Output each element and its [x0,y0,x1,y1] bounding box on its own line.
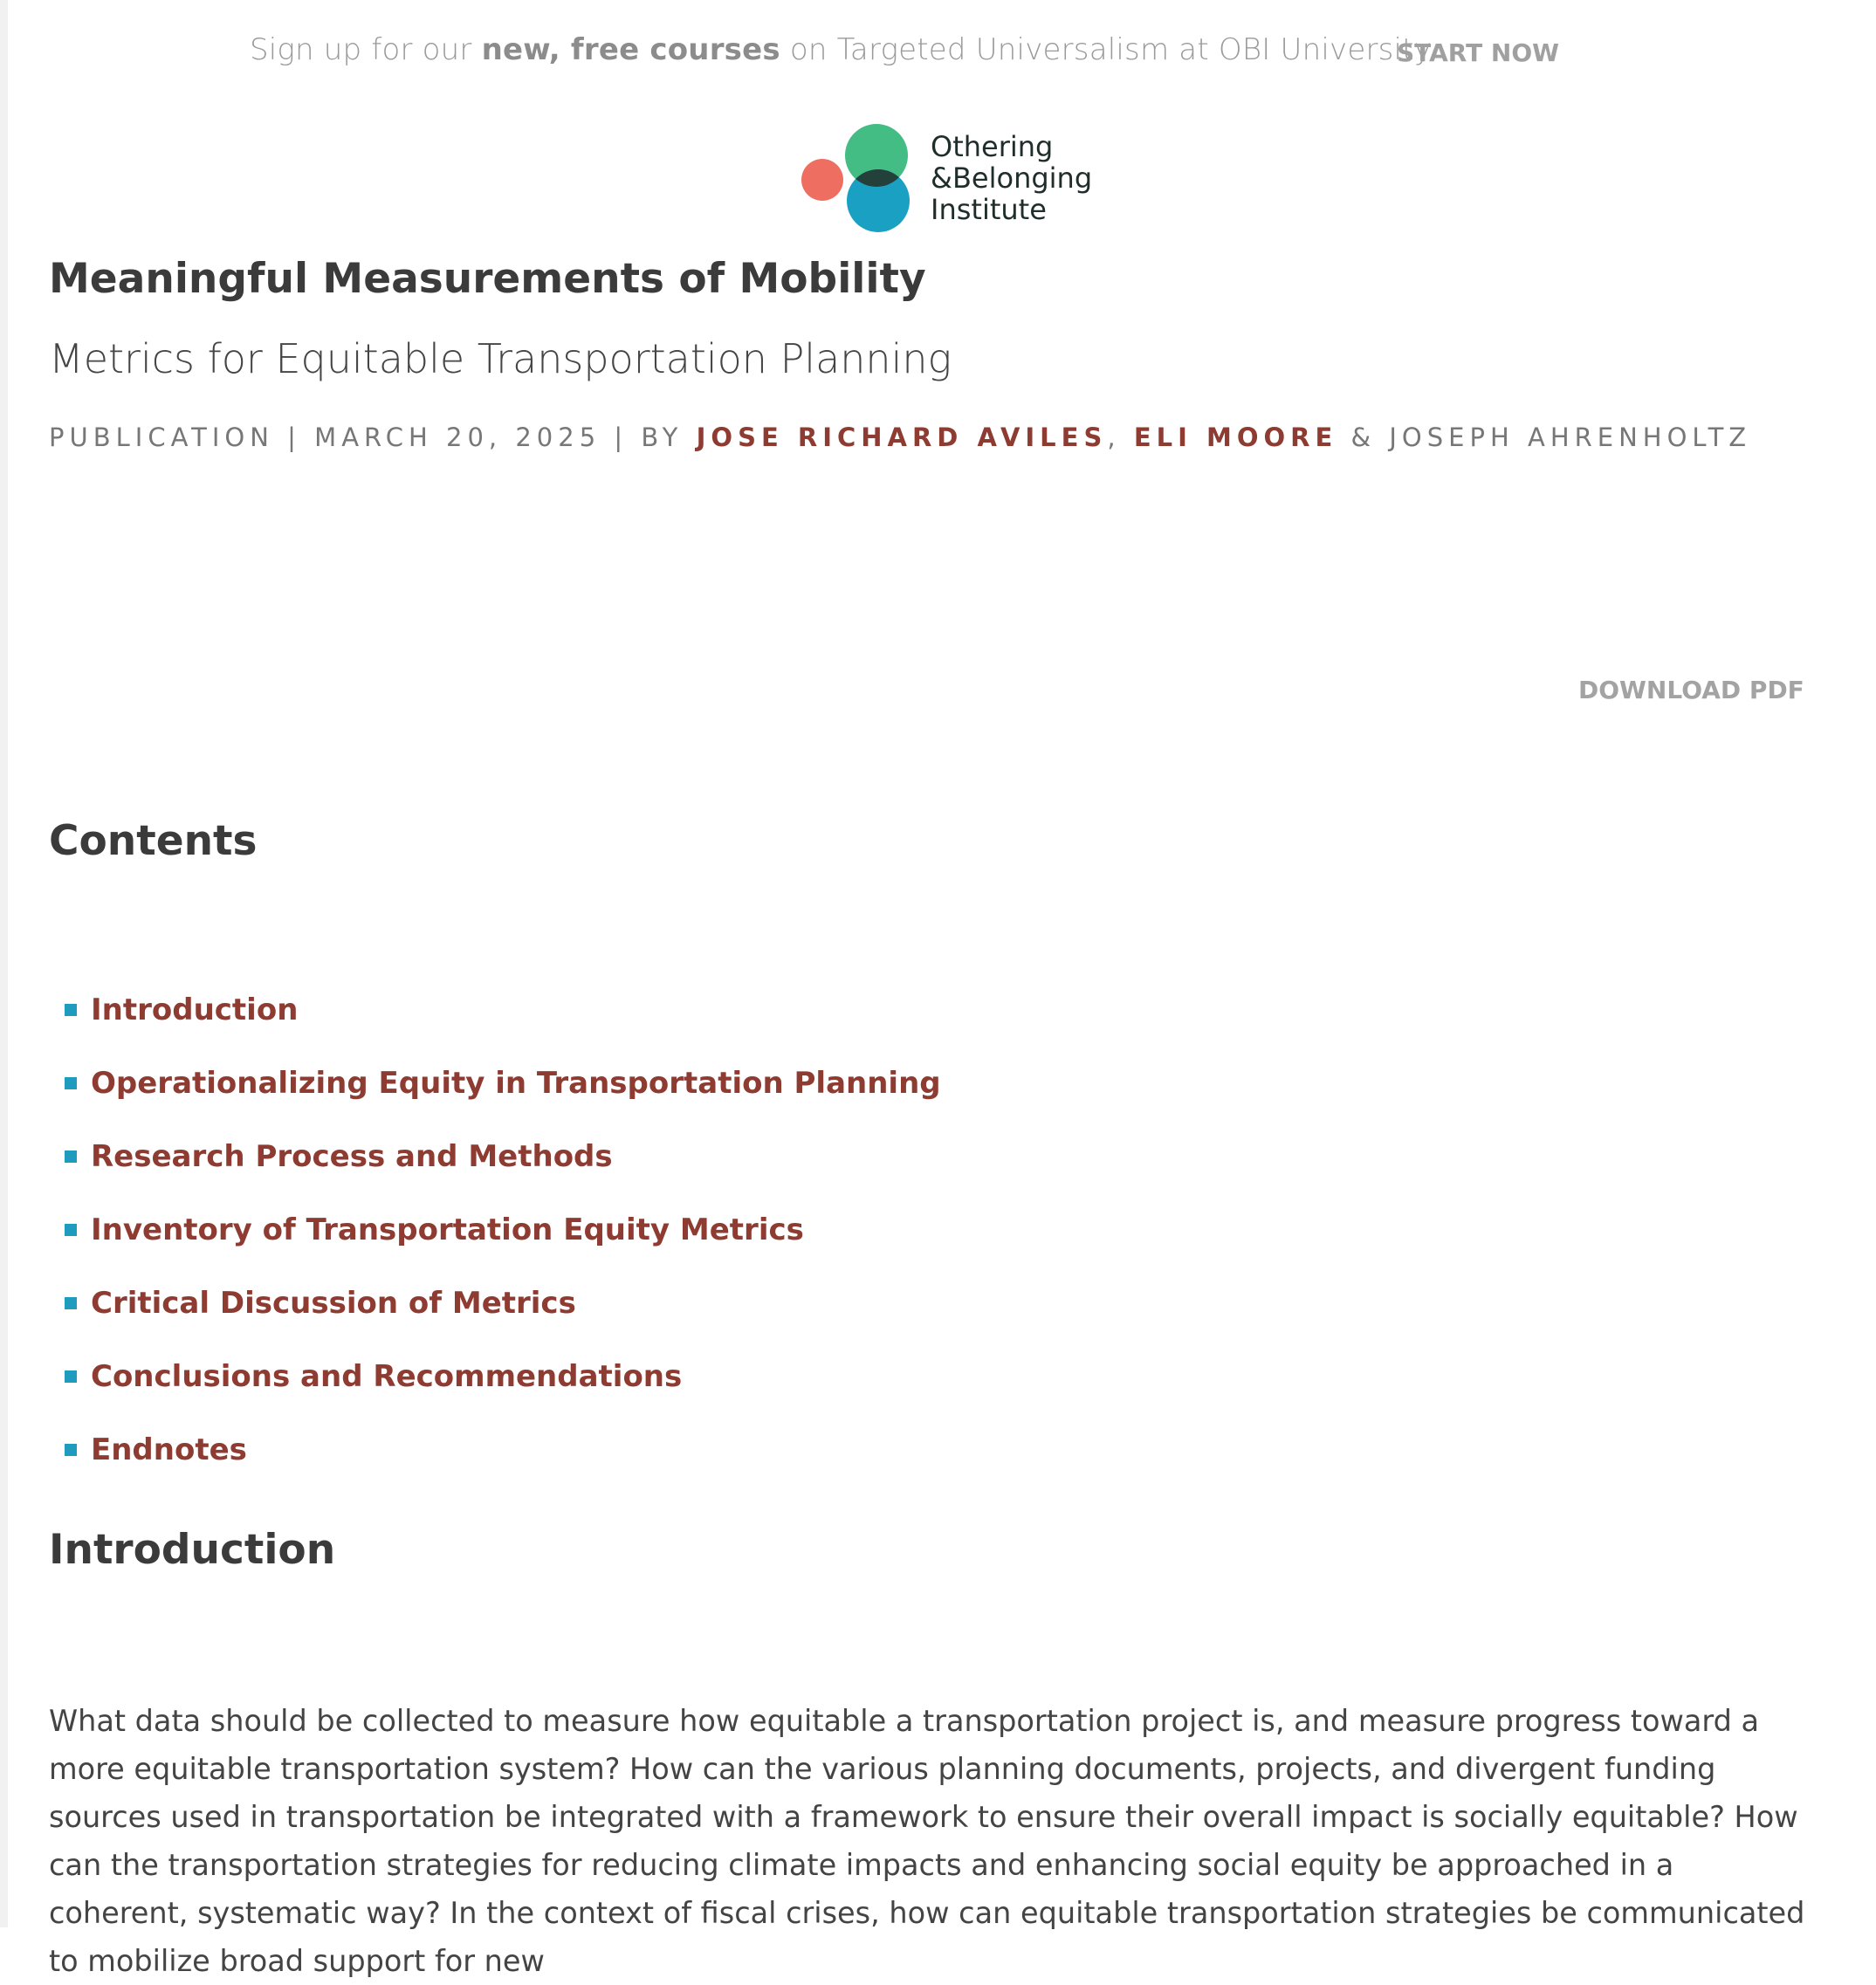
publication-date: MARCH 20, 2025 [314,422,601,452]
toc-link[interactable]: Introduction [91,992,299,1027]
promo-banner-text: Sign up for our new, free courses on Targeted Universalism at OBI University. [250,32,1438,67]
page-left-edge [0,0,8,1927]
toc-item-inventory-metrics [61,1212,941,1285]
promo-banner [0,30,1876,82]
square-bullet-icon [65,1150,77,1163]
square-bullet-icon [65,1370,77,1383]
square-bullet-icon [65,1224,77,1236]
start-now-link[interactable]: START NOW [1397,38,1560,67]
toc-item-research-process [61,1138,941,1212]
toc-link[interactable]: Critical Discussion of Metrics [91,1286,576,1321]
obi-logo[interactable] [801,122,1098,236]
toc-item-introduction [61,992,941,1065]
square-bullet-icon [65,1077,77,1089]
introduction-heading: Introduction [49,1526,336,1574]
square-bullet-icon [65,1004,77,1016]
author-link-moore[interactable]: ELI MOORE [1133,422,1338,452]
toc-link[interactable]: Endnotes [91,1432,247,1467]
author-link-aviles[interactable]: JOSE RICHARD AVILES [696,422,1108,452]
square-bullet-icon [65,1444,77,1456]
promo-emphasis: new, free courses [481,32,780,67]
page-subtitle: Metrics for Equitable Transportation Planning [49,335,952,382]
download-pdf-link[interactable]: DOWNLOAD PDF [1578,676,1804,704]
toc-item-conclusions [61,1358,941,1432]
toc-item-critical-discussion [61,1285,941,1358]
author-ahrenholtz: JOSEPH AHRENHOLTZ [1389,422,1752,452]
toc-item-operationalizing-equity [61,1065,941,1138]
toc-link[interactable]: Conclusions and Recommendations [91,1359,683,1394]
page-title: Meaningful Measurements of Mobility [49,255,926,303]
publication-type: PUBLICATION [49,422,274,452]
introduction-paragraph: What data should be collected to measure how equitable a transportation project is, and measure progress toward a more equitable transportation system? How can the various planning documents, projects, and divergent funding sources used in transportation be integrated with a framework to ensure their overall impact is socially equitable? How can the transportation strategies for reducing climate impacts and enhancing social equity be approached in a coherent, systematic way? In the context of fiscal crises, how can equitable transportation strategies be communicated to mobilize broad support for new [49,1704,1805,1978]
contents-heading: Contents [49,817,258,865]
obi-logo-mark-icon [801,122,924,236]
obi-logo-wordmark: Othering &Belonging Institute [931,130,1093,226]
toc-link[interactable]: Research Process and Methods [91,1139,613,1174]
toc-link[interactable]: Inventory of Transportation Equity Metrics [91,1212,804,1247]
publication-meta: PUBLICATION | MARCH 20, 2025 | BY JOSE RICHARD AVILES, ELI MOORE & JOSEPH AHRENHOLTZ [49,422,1752,452]
table-of-contents [61,992,941,1505]
toc-item-endnotes [61,1432,941,1505]
toc-link[interactable]: Operationalizing Equity in Transportation Planning [91,1066,941,1101]
square-bullet-icon [65,1297,77,1309]
